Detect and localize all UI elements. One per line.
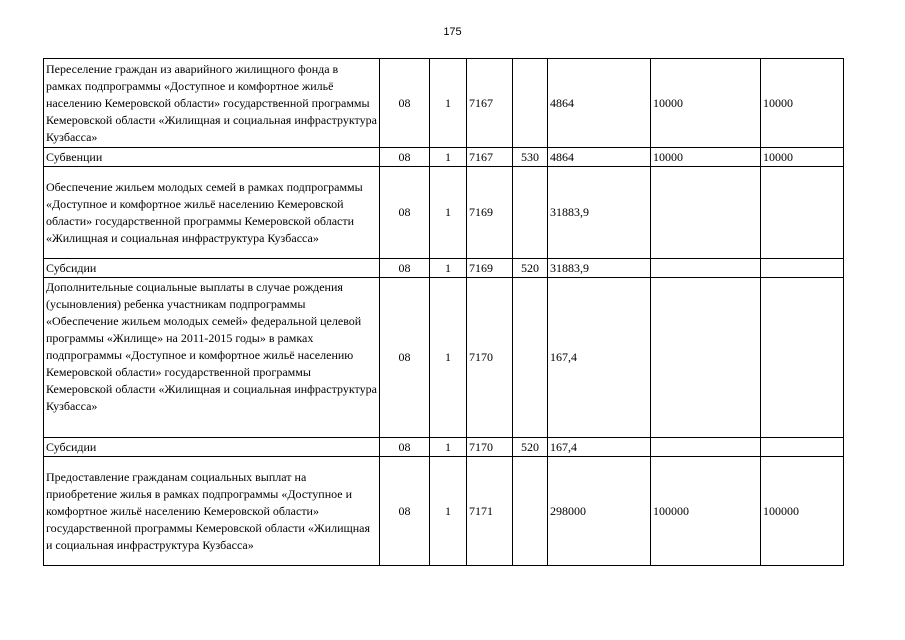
amount-1-cell: 167,4 (548, 438, 651, 457)
amount-1-cell: 298000 (548, 457, 651, 566)
table-row (44, 438, 844, 457)
section-cell: 08 (380, 438, 430, 457)
subsection-cell: 1 (430, 148, 467, 167)
subsection-cell: 1 (430, 438, 467, 457)
section-cell: 08 (380, 148, 430, 167)
expense-type-cell: 530 (513, 148, 548, 167)
table-row (44, 148, 844, 167)
subsection-cell: 1 (430, 278, 467, 438)
expense-name-cell: Предоставление гражданам социальных выплат на приобретение жилья в рамках подпрограммы «Доступное и комфортное жильё населению Кемеровской области» государственной программы Кемеровской области «Жилищная и социальная инфраструктура Кузбасса» (44, 457, 380, 566)
target-article-cell: 7170 (467, 278, 513, 438)
budget-table (43, 58, 844, 566)
target-article-cell: 7171 (467, 457, 513, 566)
amount-1-cell: 167,4 (548, 278, 651, 438)
table-row (44, 457, 844, 566)
table-row (44, 278, 844, 438)
section-cell: 08 (380, 259, 430, 278)
amount-1-cell: 4864 (548, 59, 651, 148)
amount-3-cell: 100000 (761, 457, 844, 566)
expense-type-cell: 520 (513, 259, 548, 278)
amount-2-cell: 10000 (651, 59, 761, 148)
target-article-cell: 7167 (467, 59, 513, 148)
table-row (44, 59, 844, 148)
subsection-cell: 1 (430, 457, 467, 566)
amount-1-cell: 31883,9 (548, 167, 651, 259)
amount-3-cell (761, 278, 844, 438)
expense-type-cell (513, 457, 548, 566)
amount-2-cell (651, 167, 761, 259)
amount-2-cell: 100000 (651, 457, 761, 566)
expense-name-cell: Дополнительные социальные выплаты в случае рождения (усыновления) ребенка участникам подпрограммы «Обеспечение жильем молодых семей» федеральной целевой программы «Жилище» на 2011-2015 годы» в рамках подпрограммы «Доступное и комфортное жильё населению Кемеровской области» государственной программы Кемеровской области «Жилищная и социальная инфраструктура Кузбасса» (44, 278, 380, 438)
expense-name-cell: Субсидии (44, 259, 380, 278)
section-cell: 08 (380, 167, 430, 259)
amount-2-cell: 10000 (651, 148, 761, 167)
subsection-cell: 1 (430, 59, 467, 148)
amount-3-cell (761, 167, 844, 259)
amount-3-cell (761, 259, 844, 278)
amount-3-cell: 10000 (761, 148, 844, 167)
target-article-cell: 7170 (467, 438, 513, 457)
table-body (44, 59, 844, 566)
page-number: 175 (443, 26, 462, 38)
section-cell: 08 (380, 457, 430, 566)
expense-type-cell (513, 278, 548, 438)
expense-name-cell: Переселение граждан из аварийного жилищного фонда в рамках подпрограммы «Доступное и комфортное жильё населению Кемеровской области» государственной программы Кемеровской области «Жилищная и социальная инфраструктура Кузбасса» (44, 59, 380, 148)
subsection-cell: 1 (430, 259, 467, 278)
table-row (44, 259, 844, 278)
target-article-cell: 7169 (467, 167, 513, 259)
amount-3-cell (761, 438, 844, 457)
amount-1-cell: 4864 (548, 148, 651, 167)
amount-3-cell: 10000 (761, 59, 844, 148)
amount-2-cell (651, 278, 761, 438)
expense-type-cell (513, 59, 548, 148)
amount-1-cell: 31883,9 (548, 259, 651, 278)
amount-2-cell (651, 259, 761, 278)
table-row (44, 167, 844, 259)
target-article-cell: 7167 (467, 148, 513, 167)
subsection-cell: 1 (430, 167, 467, 259)
expense-name-cell: Субвенции (44, 148, 380, 167)
amount-2-cell (651, 438, 761, 457)
section-cell: 08 (380, 59, 430, 148)
target-article-cell: 7169 (467, 259, 513, 278)
section-cell: 08 (380, 278, 430, 438)
expense-name-cell: Обеспечение жильем молодых семей в рамках подпрограммы «Доступное и комфортное жильё населению Кемеровской области» государственной программы Кемеровской области «Жилищная и социальная инфраструктура Кузбасса» (44, 167, 380, 259)
expense-type-cell: 520 (513, 438, 548, 457)
expense-name-cell: Субсидии (44, 438, 380, 457)
expense-type-cell (513, 167, 548, 259)
